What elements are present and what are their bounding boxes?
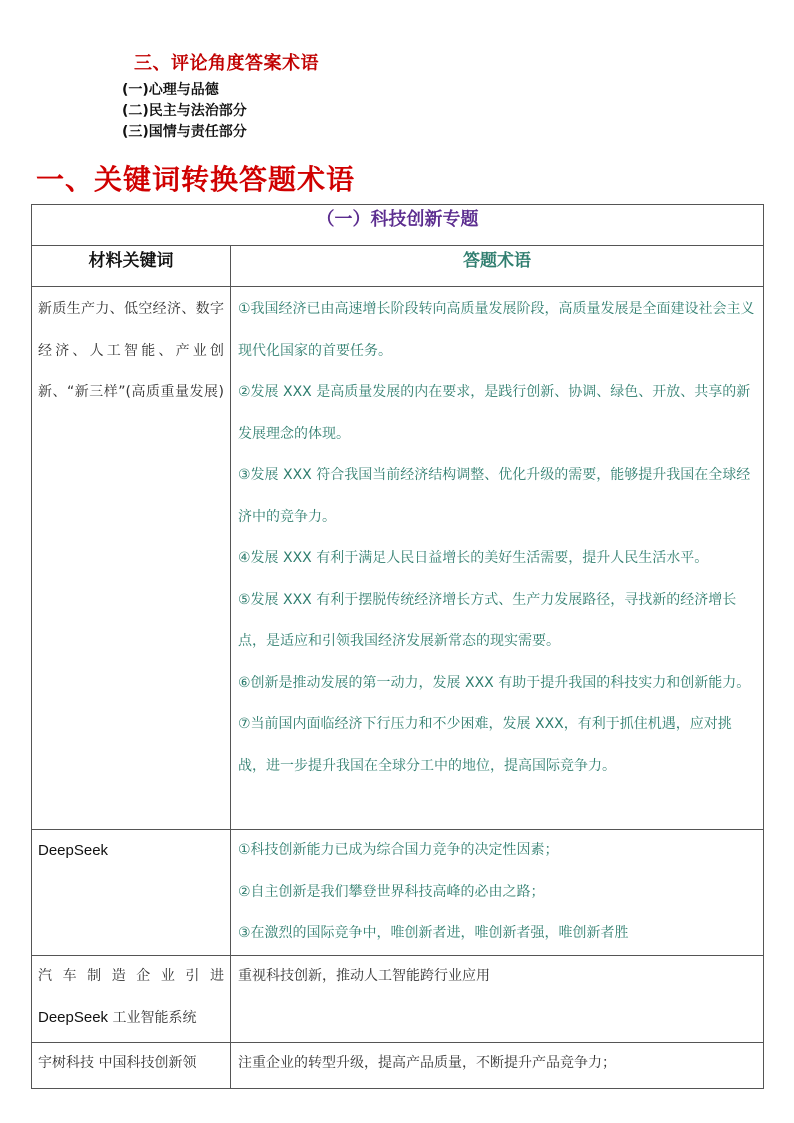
table-header-row xyxy=(32,246,764,287)
answer-item: ③发展 XXX 符合我国当前经济结构调整、优化升级的需要，能够提升我国在全球经济中的竞争力。 xyxy=(238,467,751,525)
toc-title: 三、评论角度答案术语 xyxy=(134,53,319,74)
table-row xyxy=(32,955,764,1042)
answer-cell xyxy=(231,1042,764,1088)
answer-item: 重视科技创新，推动人工智能跨行业应用 xyxy=(238,967,490,984)
keyword-line xyxy=(38,997,224,1040)
answer-item: 注重企业的转型升级，提高产品质量，不断提升产品竞争力； xyxy=(238,1054,616,1071)
answer-item: ⑦当前国内面临经济下行压力和不少困难，发展 XXX，有利于抓住机遇，应对挑战，进一步提升我国在全球分工中的地位，提高国际竞争力。 xyxy=(238,716,732,774)
table-row xyxy=(32,287,764,830)
toc-item: (二)民主与法治部分 xyxy=(122,103,247,119)
answer-item: ③在激烈的国际竞争中，唯创新者进，唯创新者强，唯创新者胜 xyxy=(238,925,629,941)
header-keyword: 材料关键词 xyxy=(32,246,231,287)
keyword-cell: 宇树科技 中国科技创新领 xyxy=(32,1042,231,1088)
answer-cell xyxy=(231,955,764,1042)
answer-item: ①我国经济已由高速增长阶段转向高质量发展阶段，高质量发展是全面建设社会主义现代化国家的首要任务。 xyxy=(238,301,755,359)
keyword-rest: 工业智能系统 xyxy=(108,1010,197,1026)
table-title-row xyxy=(32,205,764,246)
keyword-cell xyxy=(32,830,231,956)
keyword-cell xyxy=(32,955,231,1042)
answer-item: ①科技创新能力已成为综合国力竞争的决定性因素； xyxy=(238,842,559,858)
keyword-cell: 新质生产力、低空经济、数字经济、人工智能、产业创新、“新三样”(高质重量发展) xyxy=(32,287,231,830)
answer-item: ⑥创新是推动发展的第一动力，发展 XXX 有助于提升我国的科技实力和创新能力。 xyxy=(238,674,751,691)
answer-cell xyxy=(231,287,764,830)
main-heading: 一、关键词转换答题术语 xyxy=(36,163,356,196)
table-row xyxy=(32,830,764,956)
answer-item: ②自主创新是我们攀登世界科技高峰的必由之路； xyxy=(238,883,545,900)
terminology-table xyxy=(31,204,764,1089)
answer-item: ④发展 XXX 有利于满足人民日益增长的美好生活需要，提升人民生活水平。 xyxy=(238,550,709,566)
answer-item: ⑤发展 XXX 有利于摆脱传统经济增长方式、生产力发展路径，寻找新的经济增长点，是适应和引领我国经济发展新常态的现实需要。 xyxy=(238,591,737,649)
toc-list xyxy=(122,80,247,143)
toc-item: (一)心理与品德 xyxy=(122,82,219,98)
table-title: （一）科技创新专题 xyxy=(32,205,764,246)
header-answer: 答题术语 xyxy=(231,246,764,287)
keyword-brand: DeepSeek xyxy=(38,1009,109,1026)
keyword-text: DeepSeek xyxy=(38,842,109,859)
answer-cell xyxy=(231,830,764,956)
answer-item: ②发展 XXX 是高质量发展的内在要求，是践行创新、协调、绿色、开放、共享的新发展理念的体现。 xyxy=(238,384,751,442)
table-row xyxy=(32,1042,764,1088)
toc-item: (三)国情与责任部分 xyxy=(122,124,247,140)
keyword-line: 汽车制造企业引进 xyxy=(38,967,224,984)
